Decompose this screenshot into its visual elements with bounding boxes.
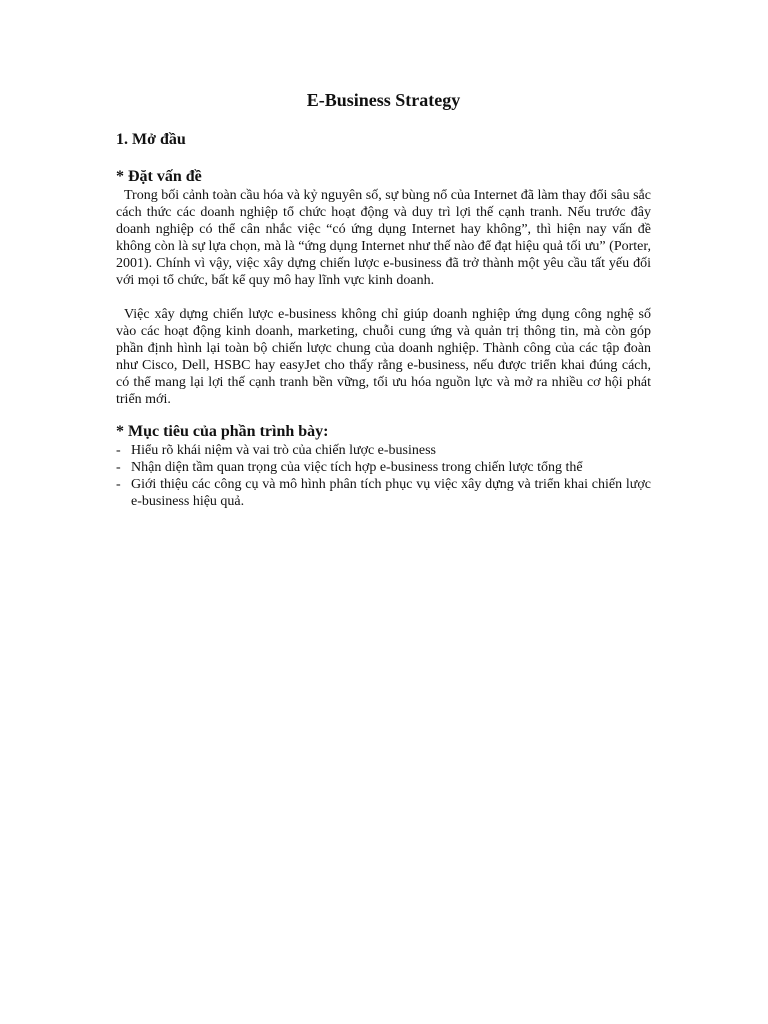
goal-text: Nhận diện tầm quan trọng của việc tích hợp e-business trong chiến lược tổng thể xyxy=(131,460,583,475)
list-item xyxy=(116,476,651,510)
paragraph-strategy: Việc xây dựng chiến lược e-business không chỉ giúp doanh nghiệp ứng dụng công nghệ số vào các hoạt động kinh doanh, marketing, chuỗi cung ứng và quản trị thông tin, mà còn góp phần định hình lại toàn bộ chiến lược chung của doanh nghiệp. Thành công của các tập đoàn như Cisco, Dell, HSBC hay easyJet cho thấy rằng e-business, nếu được triển khai đúng cách, có thể mang lại lợi thế cạnh tranh bền vững, tối ưu hóa nguồn lực và mở ra nhiều cơ hội phát triển mới. xyxy=(116,307,651,407)
bullet-dash: - xyxy=(116,443,121,458)
goal-text: Hiểu rõ khái niệm và vai trò của chiến lược e-business xyxy=(131,443,437,458)
list-item xyxy=(116,442,651,459)
subsection-heading-problem: * Đặt vấn đề xyxy=(116,168,202,185)
paragraph-context: Trong bối cảnh toàn cầu hóa và kỷ nguyên số, sự bùng nổ của Internet đã làm thay đổi sâu sắc cách thức các doanh nghiệp tổ chức hoạt động và duy trì lợi thế cạnh tranh. Nếu trước đây doanh nghiệp có thể cân nhắc việc “có ứng dụng Internet hay không”, thì hiện nay vấn đề không còn là sự lựa chọn, mà là “ứng dụng Internet như thế nào để đạt hiệu quả tối ưu” (Porter, 2001). Chính vì vậy, việc xây dựng chiến lược e-business đã trở thành một yêu cầu tất yếu đối với mọi tổ chức, bất kể quy mô hay lĩnh vực kinh doanh. xyxy=(116,188,651,288)
document-page xyxy=(116,88,651,510)
bullet-dash: - xyxy=(116,460,121,475)
goals-list xyxy=(116,442,651,510)
section-heading-intro: 1. Mở đầu xyxy=(116,131,186,148)
goal-text: Giới thiệu các công cụ và mô hình phân tích phục vụ việc xây dựng và triển khai chiến lược e-business hiệu quả. xyxy=(131,477,651,509)
list-item xyxy=(116,459,651,476)
subsection-heading-goals: * Mục tiêu của phần trình bày: xyxy=(116,423,329,440)
document-title: E-Business Strategy xyxy=(306,90,461,110)
bullet-dash: - xyxy=(116,477,121,492)
